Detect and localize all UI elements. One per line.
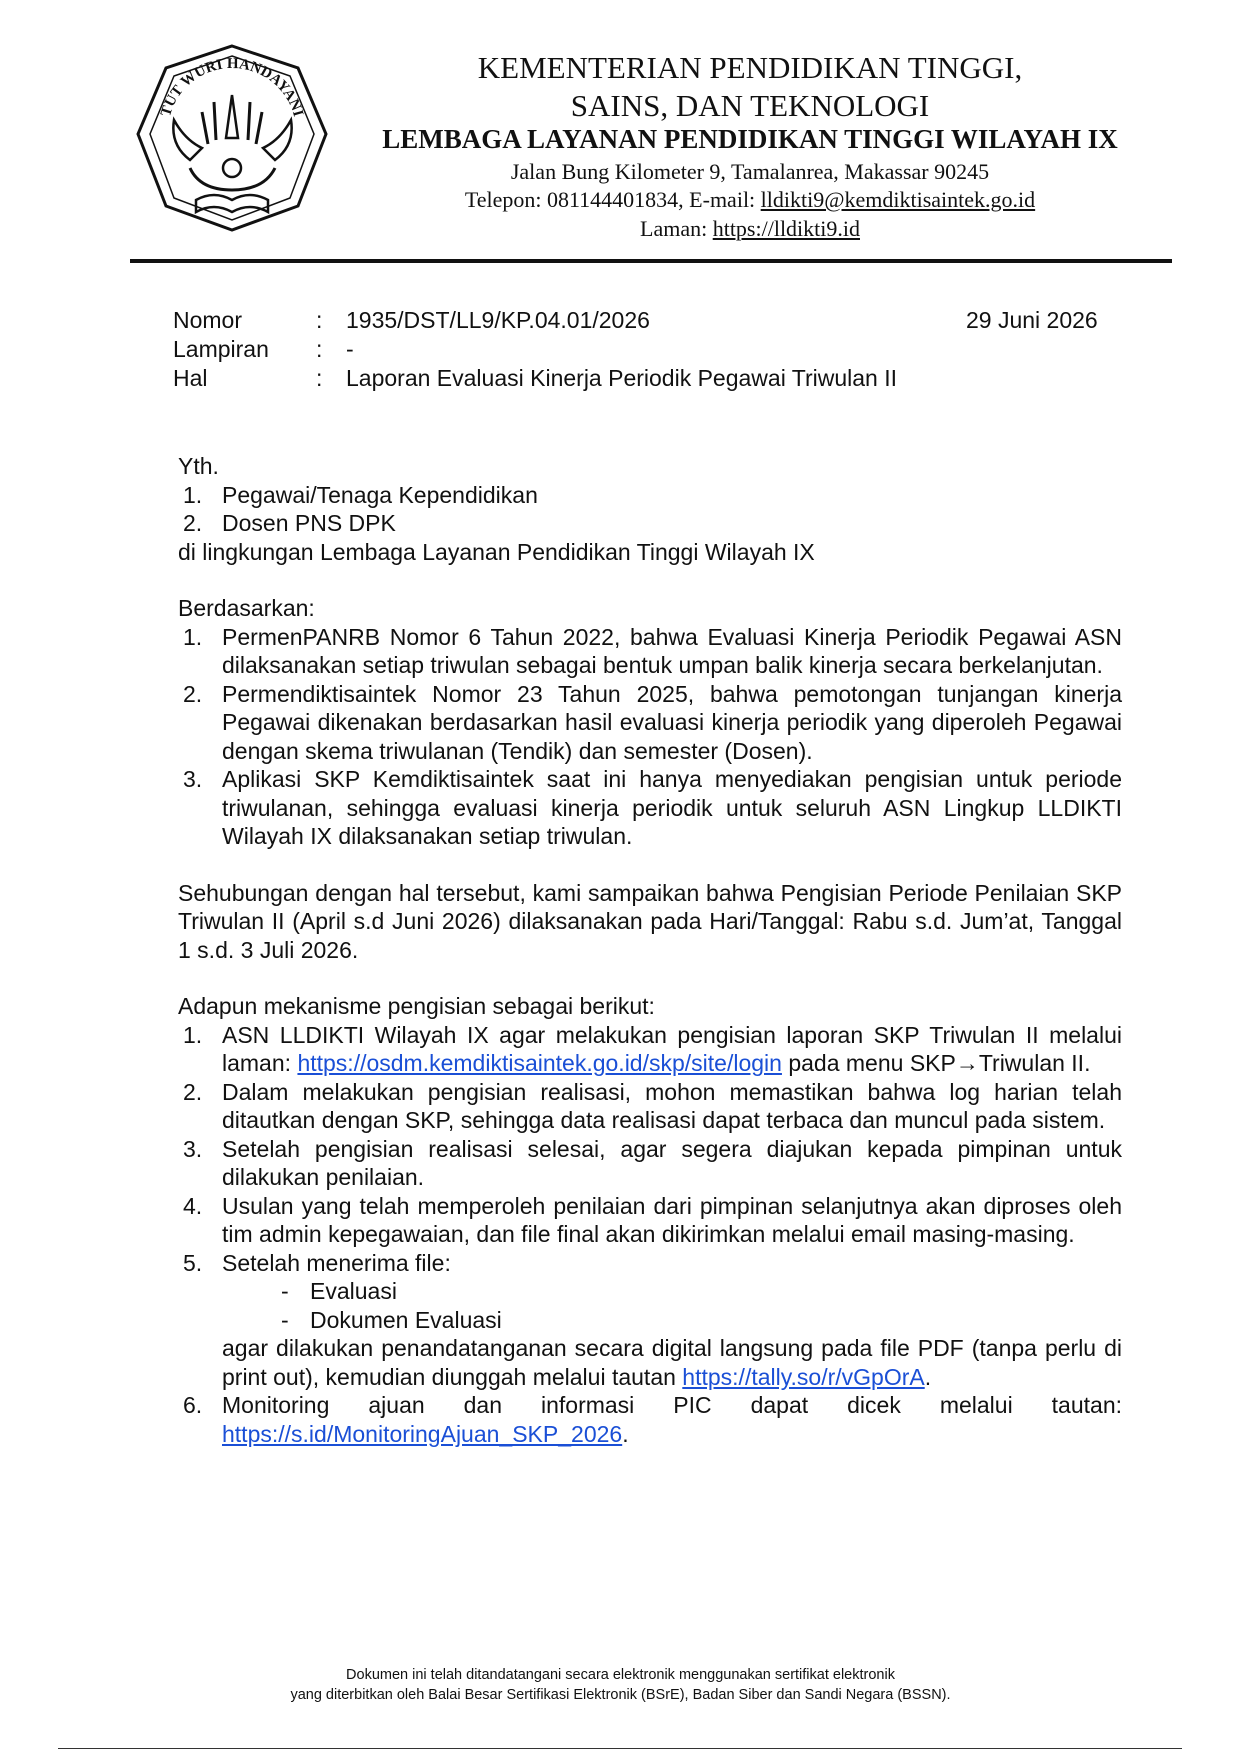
letter-body — [178, 452, 1122, 1448]
nomor-value: 1935/DST/LL9/KP.04.01/2026 — [346, 307, 650, 333]
salutation: Yth. — [178, 453, 219, 479]
list-item: 1. ASN LLDIKTI Wilayah IX agar melakukan pengisian laporan SKP Triwulan II melalui laman: https://osdm.kemdiktisaintek.go.id/skp/site/login pada menu SKP→Triwulan II. — [183, 1021, 1122, 1076]
list-item: 3. Setelah pengisian realisasi selesai, agar segera diajukan kepada pimpinan untuk dilakukan penilaian. — [183, 1135, 1122, 1190]
ministry-line-2: SAINS, DAN TEKNOLOGI — [570, 88, 930, 123]
addressee-list — [178, 481, 1122, 538]
skp-login-link[interactable]: https://osdm.kemdiktisaintek.go.id/skp/site/login — [297, 1050, 782, 1076]
notice-paragraph: Sehubungan dengan hal tersebut, kami sampaikan bahwa Pengisian Periode Penilaian SKP Triwulan II (April s.d Juni 2026) dilaksanakan pada Hari/Tanggal: Rabu s.d. Jum’at, Tanggal 1 s.d. 3 Juli 2026. — [178, 879, 1122, 963]
website-line — [330, 216, 1170, 242]
letterhead-divider — [130, 259, 1172, 263]
email-link[interactable]: lldikti9@kemdiktisaintek.go.id — [760, 187, 1036, 212]
website-link[interactable]: https://lldikti9.id — [712, 216, 860, 241]
hal-colon: : — [316, 365, 323, 391]
list-item: 2. Dosen PNS DPK — [183, 510, 396, 536]
sub-item: - Dokumen Evaluasi — [281, 1306, 502, 1333]
nomor-colon: : — [316, 307, 323, 333]
sub-item: - Evaluasi — [281, 1278, 397, 1304]
website-label: Laman: — [640, 216, 713, 241]
list-item: 1. PermenPANRB Nomor 6 Tahun 2022, bahwa Evaluasi Kinerja Periodik Pegawai ASN dilaksanakan setiap triwulan sebagai bentuk umpan balik kinerja secara berkelanjutan. — [183, 623, 1122, 678]
tut-wuri-handayani-logo — [130, 40, 335, 236]
list-item: 2. Dalam melakukan pengisian realisasi, mohon memastikan bahwa log harian telah ditautkan dengan SKP, sehingga data realisasi dapat terbaca dan muncul pada sistem. — [183, 1078, 1122, 1133]
list-item: 6. Monitoring ajuan dan informasi PIC dapat dicek melalui tautan: https://s.id/MonitoringAjuan_SKP_2026. — [183, 1392, 1122, 1447]
footer-line-2: yang diterbitkan oleh Balai Besar Sertifikasi Elektronik (BSrE), Badan Siber dan Sandi Negara (BSSN). — [290, 1687, 951, 1703]
bottom-divider — [58, 1748, 1182, 1749]
list-item: 5. Setelah menerima file: - Evaluasi - Dokumen Evaluasi agar dilakukan penandatanganan secara digital langsung pada file PDF (tanpa perlu di print out), kemudian diunggah melalui tautan https://tally.so/r/vGpOrA. — [183, 1249, 1122, 1390]
list-item: 4. Usulan yang telah memperoleh penilaian dari pimpinan selanjutnya akan diproses oleh tim admin kepegawaian, dan file final akan dikirimkan melalui email masing-masing. — [183, 1192, 1122, 1247]
phone-text: Telepon: 081144401834, E-mail: — [464, 187, 761, 212]
list-item: 1. Pegawai/Tenaga Kependidikan — [183, 481, 538, 508]
addressee-scope: di lingkungan Lembaga Layanan Pendidikan Tinggi Wilayah IX — [178, 538, 815, 565]
ministry-line-1: KEMENTERIAN PENDIDIKAN TINGGI, — [477, 50, 1023, 85]
list-item: 2. Permendiktisaintek Nomor 23 Tahun 2025, bahwa pemotongan tunjangan kinerja Pegawai dikenakan berdasarkan hasil evaluasi kinerja periodik yang diperoleh Pegawai dengan skema triwulanan (Tendik) dan semester (Dosen). — [183, 680, 1122, 764]
letter-date: 29 Juni 2026 — [966, 307, 1098, 333]
lampiran-value: - — [346, 336, 354, 362]
hal-label: Hal — [173, 365, 208, 391]
basis-list — [178, 623, 1122, 851]
nomor-label: Nomor — [173, 307, 243, 333]
monitoring-link[interactable]: https://s.id/MonitoringAjuan_SKP_2026 — [222, 1420, 623, 1447]
mechanism-list — [178, 1021, 1122, 1449]
tally-upload-link[interactable]: https://tally.so/r/vGpOrA — [682, 1363, 925, 1390]
contact-line — [330, 187, 1170, 213]
basis-intro: Berdasarkan: — [178, 595, 315, 621]
institution-name: LEMBAGA LAYANAN PENDIDIKAN TINGGI WILAYAH IX — [382, 124, 1118, 154]
hal-value: Laporan Evaluasi Kinerja Periodik Pegawai Triwulan II — [346, 365, 898, 391]
footer-line-1: Dokumen ini telah ditandatangani secara elektronik menggunakan sertifikat elektronik — [346, 1667, 895, 1683]
svg-text:TUT WURI HANDAYANI: TUT WURI HANDAYANI — [158, 55, 306, 119]
mechanism-intro: Adapun mekanisme pengisian sebagai berikut: — [178, 993, 655, 1019]
lampiran-colon: : — [316, 336, 323, 362]
lampiran-label: Lampiran — [173, 336, 269, 362]
address: Jalan Bung Kilometer 9, Tamalanrea, Makassar 90245 — [510, 159, 990, 184]
list-item: 3. Aplikasi SKP Kemdiktisaintek saat ini hanya menyediakan pengisian untuk periode triwulanan, sehingga evaluasi kinerja periodik untuk seluruh ASN Lingkup LLDIKTI Wilayah IX dilaksanakan setiap triwulan. — [183, 766, 1122, 849]
